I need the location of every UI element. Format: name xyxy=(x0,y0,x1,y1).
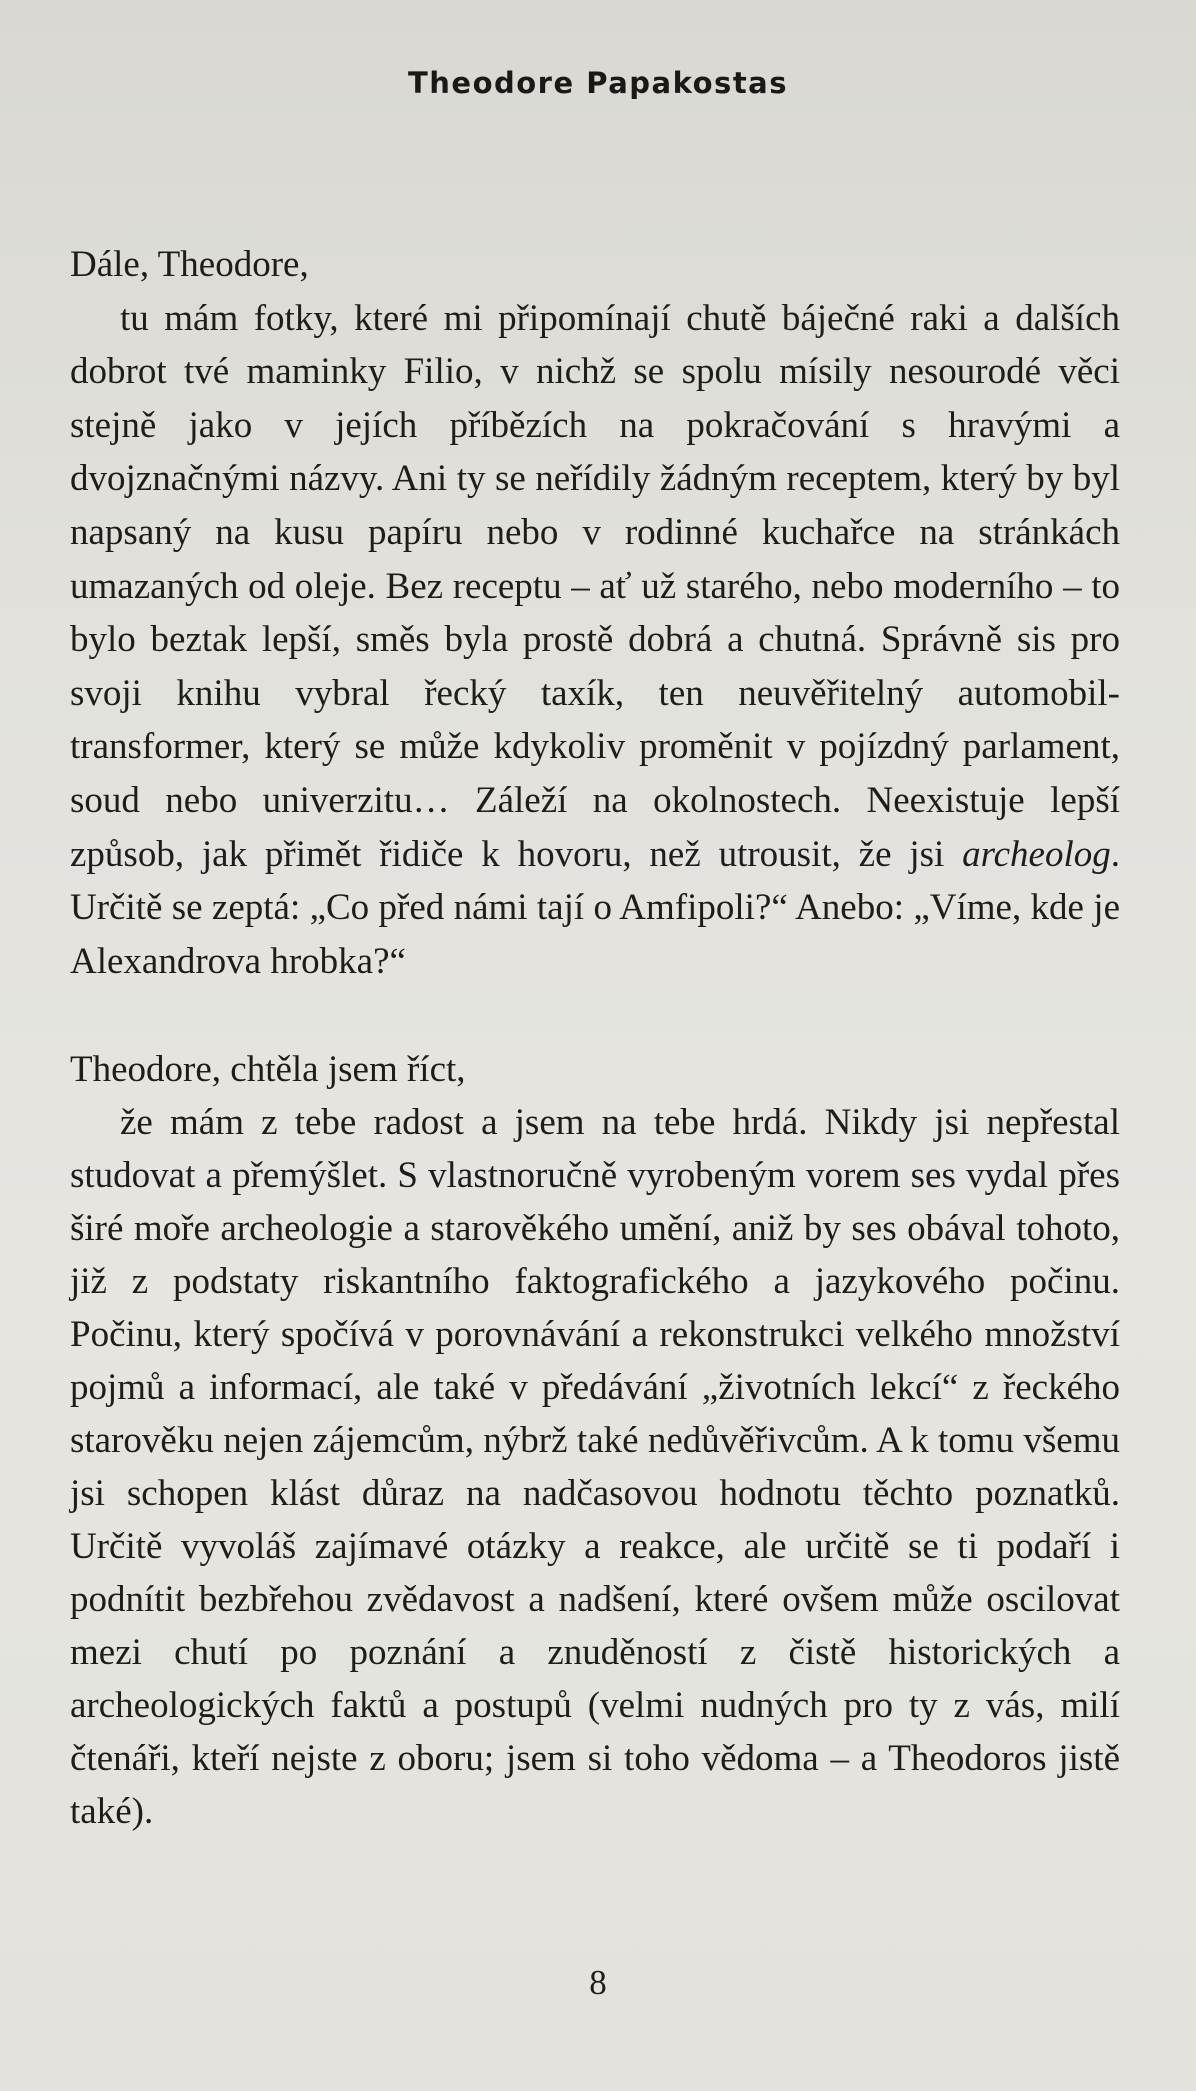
paragraph-1-text-b: . Určitě se zeptá: „Co před námi tají o Amfipoli?“ Anebo: „Víme, kde je Alexandrova hrobka?“ xyxy=(70,833,1120,982)
paragraph-1 xyxy=(70,292,1120,989)
paragraph-1-italic: archeolog xyxy=(962,833,1111,875)
salutation-2: Theodore, chtěla jsem říct, xyxy=(70,1049,466,1090)
page-number: 8 xyxy=(589,1963,607,2002)
paragraph-2: že mám z tebe radost a jsem na tebe hrdá. Nikdy jsi nepřestal studovat a přemýšlet. S vlastnoručně vyrobeným vorem ses vydal přes širé moře archeologie a starověkého umění, aniž by ses obával tohoto, již z podstaty riskantního faktografického a jazykového počinu. Počinu, který spočívá v porovnávání a rekonstrukci velkého množství pojmů a informací, ale také v předávání „životních lekcí“ z řeckého starověku nejen zájemcům, nýbrž také nedůvěřivcům. A k tomu všemu jsi schopen klást důraz na nadčasovou hodnotu těchto poznatků. Určitě vyvoláš zajímavé otázky a reakce, ale určitě se ti podaří i podnítit bezbřehou zvědavost a nadšení, které ovšem může oscilovat mezi chutí po poznání a znuděností z čistě historických a archeologických faktů a postupů (velmi nudných pro ty z vás, milí čtenáři, kteří nejste z oboru; jsem si toho vědoma – a Theodoros jistě také). xyxy=(70,1102,1120,1832)
letter-section-1 xyxy=(70,238,1120,988)
running-header: Theodore Papakostas xyxy=(407,66,789,100)
salutation-1: Dále, Theodore, xyxy=(70,244,309,285)
letter-section-2 xyxy=(70,1043,1120,1838)
paragraph-1-text-a: tu mám fotky, které mi připomínají chutě báječné raki a dalších dobrot tvé maminky Filio, v nichž se spolu mísily nesourodé věci stejně jako v jejích příbězích na pokračování s hravými a dvojznačnými názvy. Ani ty se neřídily žádným receptem, který by byl napsaný na kusu papíru nebo v rodinné kuchařce na stránkách umazaných od oleje. Bez receptu – ať už starého, nebo moderního – to bylo beztak lepší, směs byla prostě dobrá a chutná. Správně sis pro svoji knihu vybral řecký taxík, ten neuvěřitelný automobil-transformer, který se může kdykoliv proměnit v pojízdný parlament, soud nebo univerzitu… Záleží na okolnostech. Neexistuje lepší způsob, jak přimět řidiče k hovoru, než utrousit, že jsi xyxy=(70,297,1120,875)
